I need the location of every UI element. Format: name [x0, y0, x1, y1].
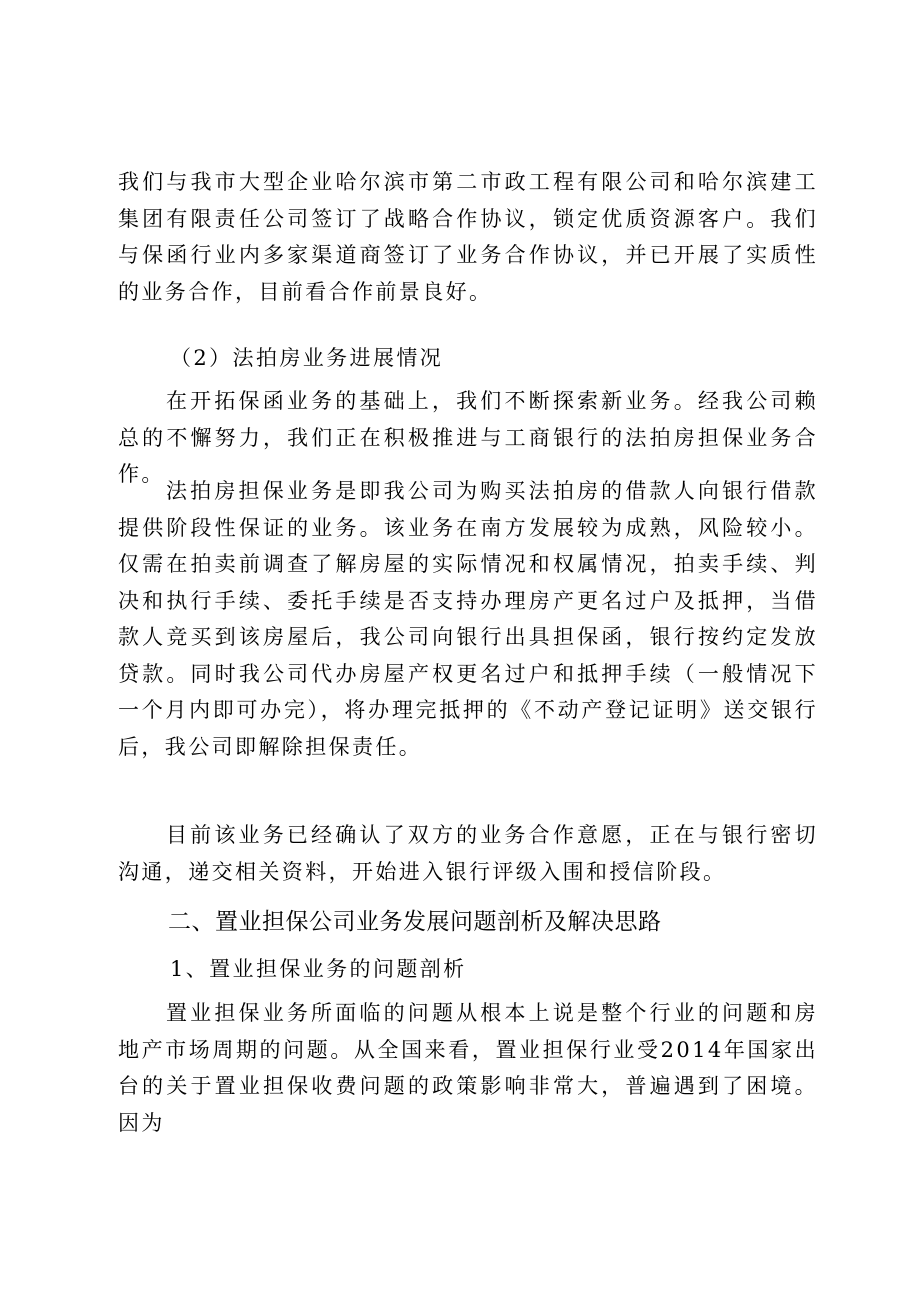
- subheading-problem-analysis: 1、置业担保业务的问题剖析: [170, 957, 467, 981]
- paragraph-foreclosure-definition: 法拍房担保业务是即我公司为购买法拍房的借款人向银行借款提供阶段性保证的业务。该业务在南方发展较为成熟，风险较小。仅需在拍卖前调查了解房屋的实际情况和权属情况，拍卖手续、判决和执行手续、委托手续是否支持办理房产更名过户及抵押，当借款人竞买到该房屋后，我公司向银行出具担保函，银行按约定发放贷款。同时我公司代办房屋产权更名过户和抵押手续（一般情况下一个月内即可办完），将办理完抵押的《不动产登记证明》送交银行后，我公司即解除担保责任。: [118, 479, 818, 759]
- paragraph-strategic-cooperation: 我们与我市大型企业哈尔滨市第二市政工程有限公司和哈尔滨建工集团有限责任公司签订了战略合作协议，锁定优质资源客户。我们与保函行业内多家渠道商签订了业务合作协议，并已开展了实质性的业务合作，目前看合作前景良好。: [118, 170, 818, 304]
- section-heading-two: 二、置业担保公司业务发展问题剖析及解决思路: [168, 909, 662, 935]
- subheading-foreclosure-progress: （2）法拍房业务进展情况: [170, 346, 444, 370]
- paragraph-industry-problems: 置业担保业务所面临的问题从根本上说是整个行业的问题和房地产市场周期的问题。从全国来看，置业担保行业受2014年国家出台的关于置业担保收费问题的政策影响非常大，普遍遇到了困境。因为: [118, 1001, 818, 1135]
- paragraph-explore-new-business: 在开拓保函业务的基础上，我们不断探索新业务。经我公司赖总的不懈努力，我们正在积极推进与工商银行的法拍房担保业务合作。: [118, 389, 818, 486]
- paragraph-current-status: 目前该业务已经确认了双方的业务合作意愿，正在与银行密切沟通，递交相关资料，开始进入银行评级入围和授信阶段。: [118, 823, 818, 884]
